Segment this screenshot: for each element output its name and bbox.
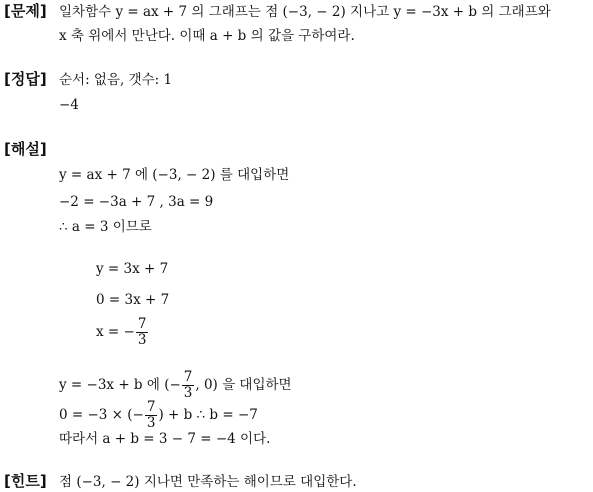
answer-label: [정답] [4,70,47,88]
problem-text-line-1: 일차함수 y = ax + 7 의 그래프는 점 (−3, − 2) 지나고 y = −3x + b 의 그래프와 [59,4,551,20]
solution-step-5 [59,400,258,431]
fraction-numerator: 7 [146,399,156,415]
step-5-prefix: 0 = −3 × (− [59,407,144,423]
solution-equation-3 [96,317,149,348]
solution-step-3: ∴ a = 3 이므로 [59,219,152,235]
fraction-denominator: 3 [137,332,147,348]
fraction-numerator: 7 [183,369,193,385]
hint-text: 점 (−3, − 2) 지나면 만족하는 해이므로 대입한다. [59,474,357,490]
hint-label: [힌트] [4,472,47,490]
step-4-prefix: y = −3x + b 에 (− [59,377,181,393]
solution-step-4 [59,370,292,401]
solution-label: [해설] [4,140,47,158]
answer-value: −4 [59,97,79,113]
fraction-7-over-3 [182,370,195,401]
fraction-denominator: 3 [183,385,193,401]
solution-equation-2: 0 = 3x + 7 [96,292,170,308]
problem-text-line-2: x 축 위에서 만난다. 이때 a + b 의 값을 구하여라. [59,28,355,44]
fraction-numerator: 7 [137,316,147,332]
solution-step-6: 따라서 a + b = 3 − 7 = −4 이다. [59,431,271,447]
equation-3-prefix: x = − [96,324,135,340]
solution-step-1: y = ax + 7 에 (−3, − 2) 를 대입하면 [59,167,290,183]
fraction-7-over-3 [136,317,149,348]
step-4-suffix: , 0) 을 대입하면 [195,377,292,393]
solution-step-2: −2 = −3a + 7 , 3a = 9 [59,194,214,210]
fraction-7-over-3 [145,400,158,431]
solution-equation-1: y = 3x + 7 [96,261,169,277]
problem-label: [문제] [4,2,47,20]
fraction-denominator: 3 [146,415,156,431]
answer-meta: 순서: 없음, 갯수: 1 [59,72,173,88]
step-5-suffix: ) + b ∴ b = −7 [158,407,258,423]
